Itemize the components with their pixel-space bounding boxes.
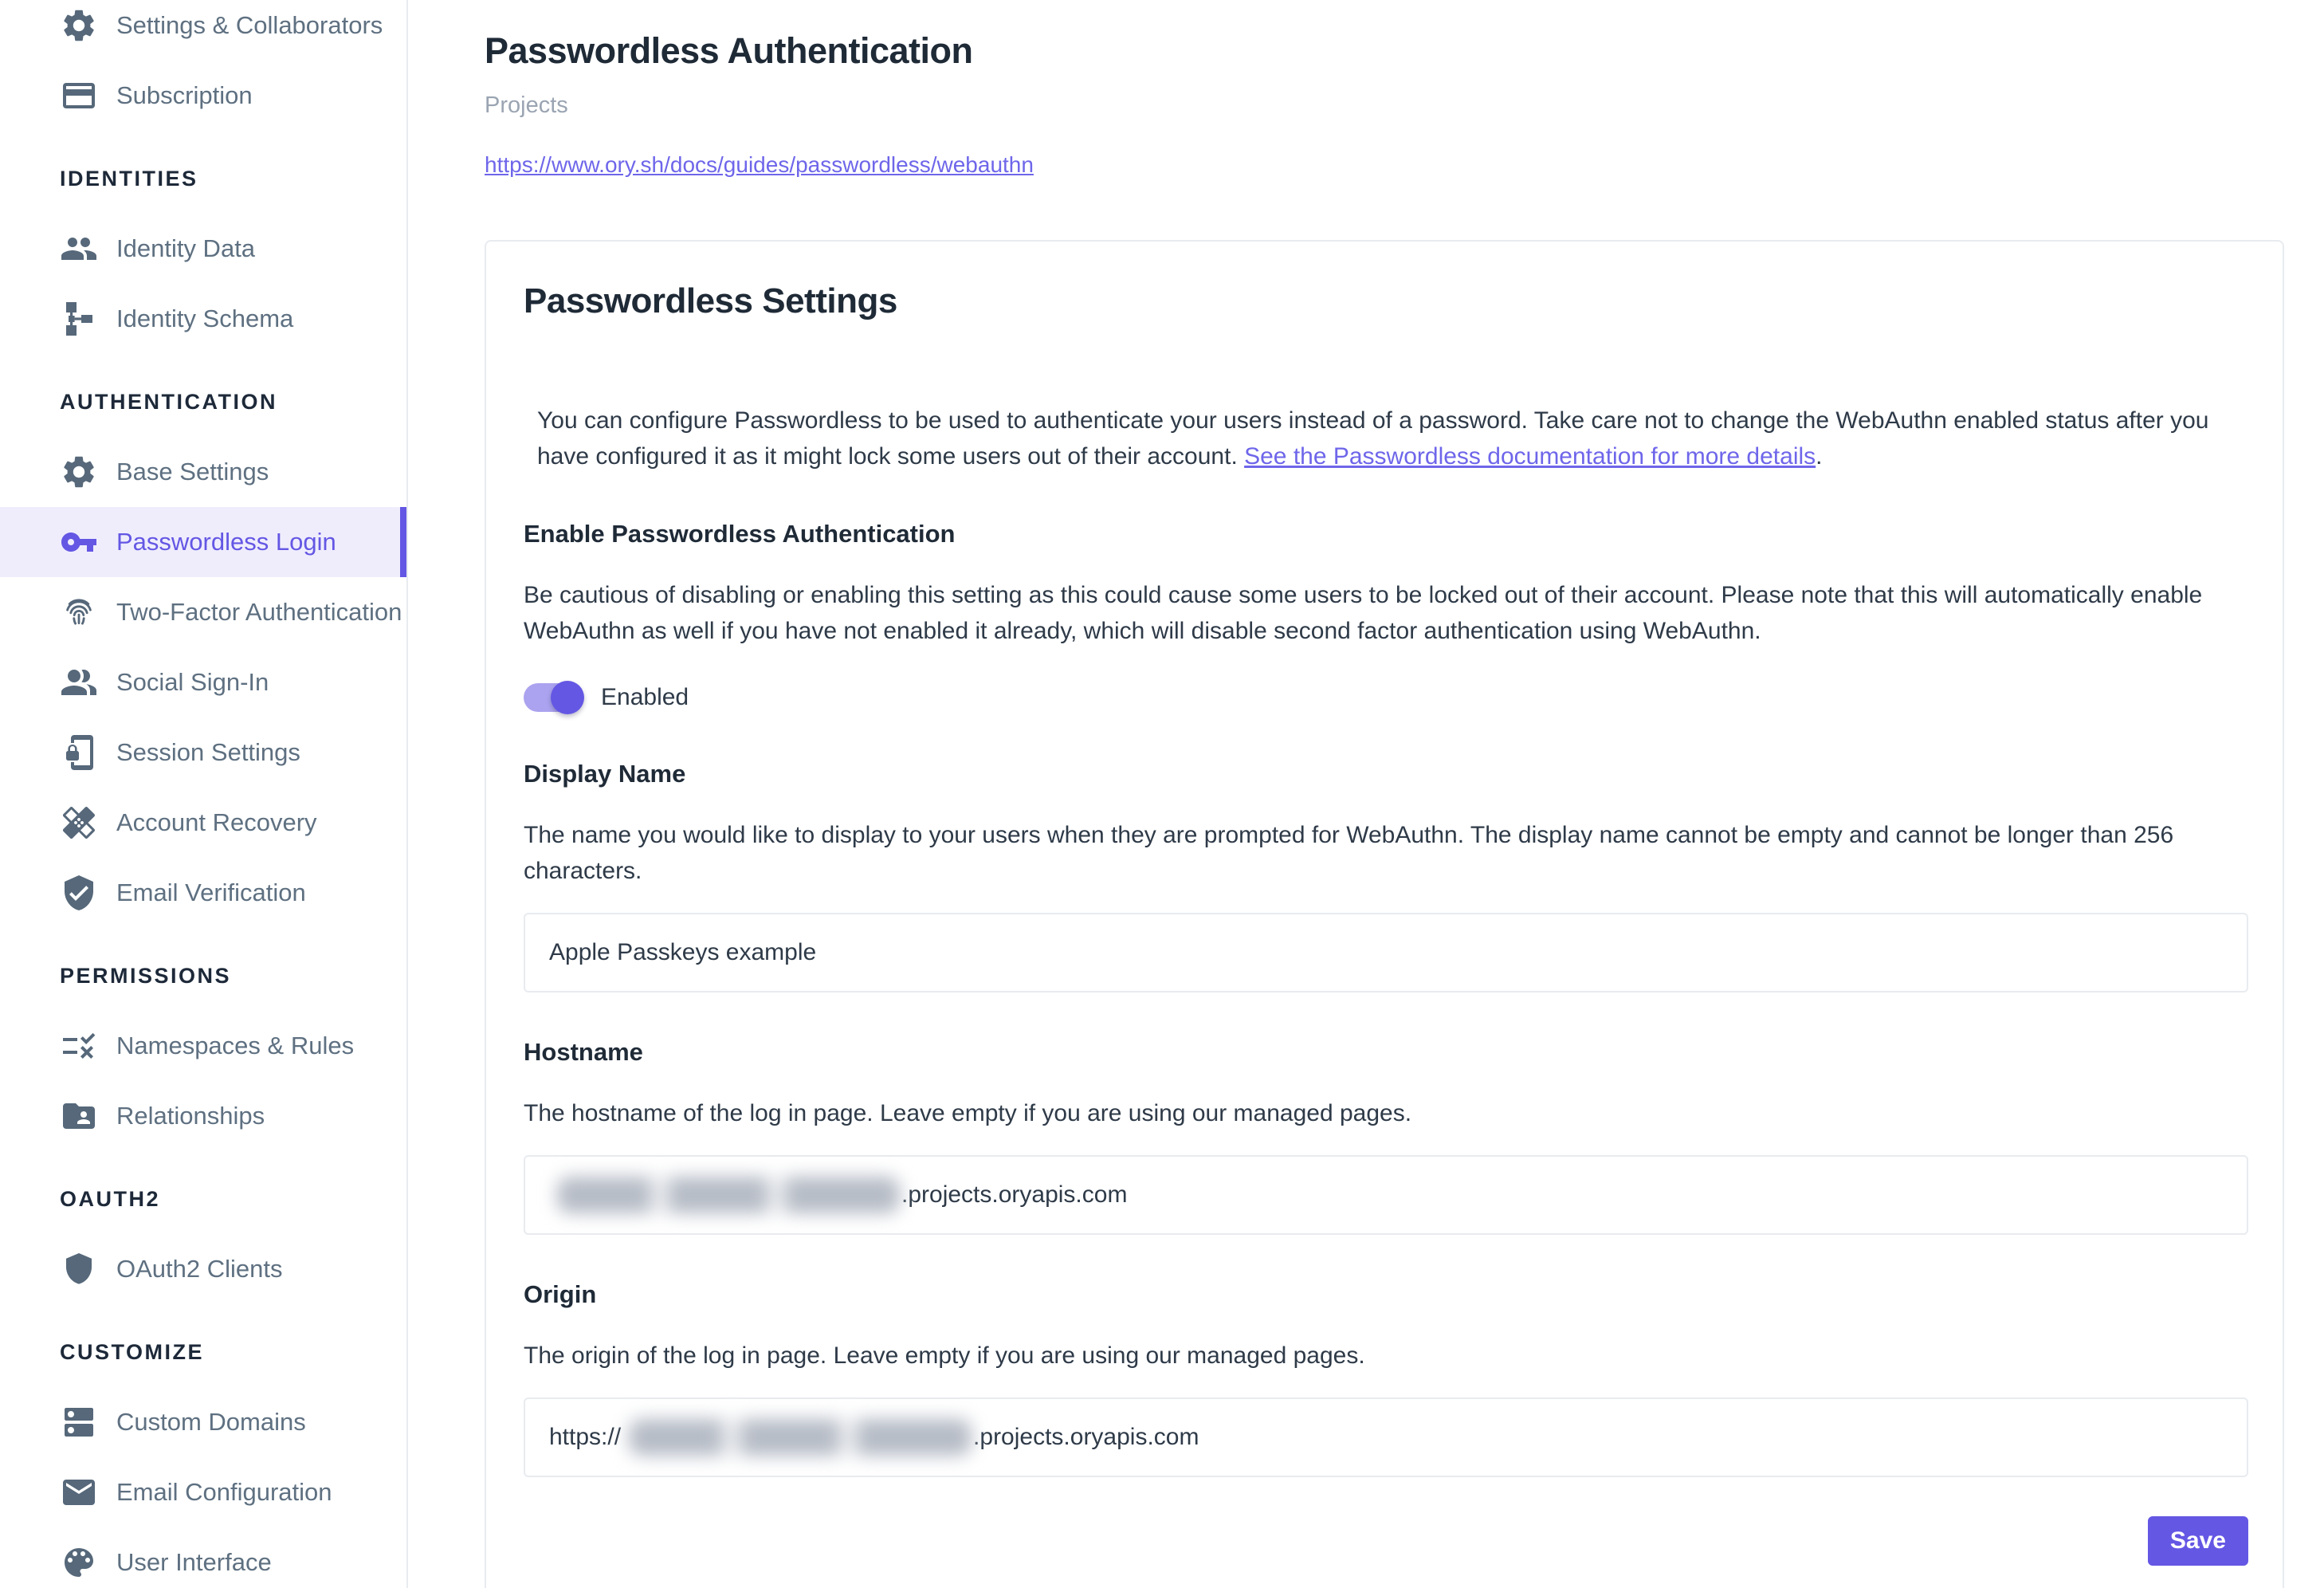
sidebar-header-authentication: AUTHENTICATION (60, 389, 277, 414)
origin-description: The origin of the log in page. Leave empty if you are using our managed pages. (524, 1342, 1365, 1369)
hostname-description: The hostname of the log in page. Leave empty if you are using our managed pages. (524, 1100, 1412, 1126)
hostname-section-title: Hostname (524, 1038, 643, 1066)
intro-paragraph (537, 403, 2219, 474)
sidebar-item-settings-collaborators[interactable] (0, 0, 406, 61)
gear-icon (60, 6, 98, 45)
sidebar-item-label: Base Settings (116, 458, 269, 485)
sidebar-section-project (0, 0, 406, 131)
sidebar-item-label: Custom Domains (116, 1408, 306, 1436)
dns-icon (60, 1403, 98, 1441)
folder-user-icon (60, 1097, 98, 1135)
enable-section-title: Enable Passwordless Authentication (524, 520, 956, 548)
phone-lock-icon (60, 733, 98, 772)
sidebar-item-namespaces-rules[interactable] (0, 1011, 406, 1081)
sidebar-item-label: Subscription (116, 81, 253, 109)
sidebar-item-label: Relationships (116, 1102, 265, 1130)
people-alt-icon (60, 663, 98, 702)
sidebar-item-subscription[interactable] (0, 61, 406, 131)
sidebar-item-two-factor[interactable] (0, 577, 406, 647)
gear-icon (60, 453, 98, 491)
mail-icon (60, 1473, 98, 1511)
passwordless-enabled-toggle[interactable] (524, 681, 581, 714)
sidebar-section-customize (0, 1317, 406, 1588)
main-content (408, 30, 2324, 1588)
hostname-input[interactable] (524, 1155, 2248, 1235)
sidebar-item-label: Identity Data (116, 234, 256, 262)
origin-prefix: https:// (549, 1424, 622, 1450)
display-name-description: The name you would like to display to your users when they are prompted for WebAuthn. The display name cannot be empty and cannot be longer than 256 characters. (524, 822, 2174, 884)
passwordless-doc-link[interactable]: See the Passwordless documentation for more details (1244, 443, 1816, 470)
sidebar-item-custom-domains[interactable] (0, 1387, 406, 1457)
breadcrumb[interactable]: Projects (485, 92, 568, 118)
sidebar-item-label: Email Verification (116, 879, 306, 906)
sidebar-item-label: Settings & Collaborators (116, 11, 383, 39)
sidebar-item-label: Social Sign-In (116, 668, 269, 696)
sidebar-header-customize: CUSTOMIZE (60, 1339, 205, 1364)
save-button[interactable]: Save (2148, 1516, 2248, 1566)
sidebar-item-label: Passwordless Login (116, 528, 336, 556)
healing-icon (60, 804, 98, 842)
origin-section-title: Origin (524, 1280, 597, 1308)
origin-input[interactable] (524, 1397, 2248, 1477)
display-name-input[interactable] (524, 913, 2248, 992)
sidebar-item-label: Email Configuration (116, 1478, 332, 1506)
toggle-thumb (551, 681, 584, 714)
page-title: Passwordless Authentication (485, 30, 973, 71)
sidebar-item-label: Identity Schema (116, 305, 294, 332)
sidebar-item-label: Account Recovery (116, 808, 317, 836)
hostname-suffix: .projects.oryapis.com (901, 1181, 1128, 1208)
enable-toggle-row (524, 681, 2245, 714)
toggle-label: Enabled (601, 684, 689, 710)
sidebar-header-permissions: PERMISSIONS (60, 963, 232, 988)
sidebar-item-label: Two-Factor Authentication (116, 598, 402, 626)
sidebar-item-relationships[interactable] (0, 1081, 406, 1151)
sidebar-section-identities (0, 143, 406, 354)
display-name-section-title: Display Name (524, 760, 686, 788)
sidebar-item-session-settings[interactable] (0, 717, 406, 788)
redacted-text (629, 1419, 972, 1456)
rule-icon (60, 1027, 98, 1065)
sidebar-item-user-interface[interactable] (0, 1527, 406, 1588)
sidebar-header-identities: IDENTITIES (60, 166, 198, 191)
webauthn-doc-link[interactable]: https://www.ory.sh/docs/guides/passwordless/webauthn (485, 152, 1034, 177)
intro-text: You can configure Passwordless to be used to authenticate your users instead of a password. Take care not to change the WebAuthn enabled status after you have configured it as it might lock some users out of their account. (537, 407, 2209, 470)
sidebar-item-label: Namespaces & Rules (116, 1032, 355, 1059)
settings-card (485, 240, 2284, 1588)
sidebar-item-label: User Interface (116, 1548, 272, 1576)
sidebar (0, 0, 408, 1588)
schema-icon (60, 300, 98, 338)
shield-icon (60, 1250, 98, 1288)
sidebar-item-label: Session Settings (116, 738, 300, 766)
shield-check-icon (60, 874, 98, 912)
sidebar-item-account-recovery[interactable] (0, 788, 406, 858)
sidebar-item-label: OAuth2 Clients (116, 1255, 283, 1283)
sidebar-section-authentication (0, 367, 406, 928)
sidebar-item-base-settings[interactable] (0, 437, 406, 507)
fingerprint-icon (60, 593, 98, 631)
sidebar-nav-list (0, 0, 406, 1588)
intro-text-end: . (1816, 443, 1823, 470)
sidebar-item-oauth2-clients[interactable] (0, 1234, 406, 1304)
credit-card-icon (60, 77, 98, 115)
sidebar-item-email-verification[interactable] (0, 858, 406, 928)
sidebar-item-identity-schema[interactable] (0, 284, 406, 354)
sidebar-item-identity-data[interactable] (0, 214, 406, 284)
sidebar-header-oauth2: OAUTH2 (60, 1186, 161, 1211)
palette-icon (60, 1543, 98, 1582)
sidebar-item-email-configuration[interactable] (0, 1457, 406, 1527)
key-icon (60, 523, 98, 561)
sidebar-section-permissions (0, 941, 406, 1151)
card-title: Passwordless Settings (524, 281, 897, 320)
sidebar-item-social-sign-in[interactable] (0, 647, 406, 717)
origin-suffix: .projects.oryapis.com (973, 1424, 1199, 1450)
save-row (524, 1516, 2248, 1566)
people-icon (60, 230, 98, 268)
sidebar-section-oauth2 (0, 1164, 406, 1304)
sidebar-item-passwordless-login[interactable] (0, 507, 406, 577)
enable-section-description: Be cautious of disabling or enabling this setting as this could cause some users to be locked out of their account. Please note that this will automatically enable WebAuthn as well if you have not enabled it already, which will disable second factor authentication using WebAuthn. (524, 582, 2203, 644)
redacted-text (557, 1177, 900, 1213)
